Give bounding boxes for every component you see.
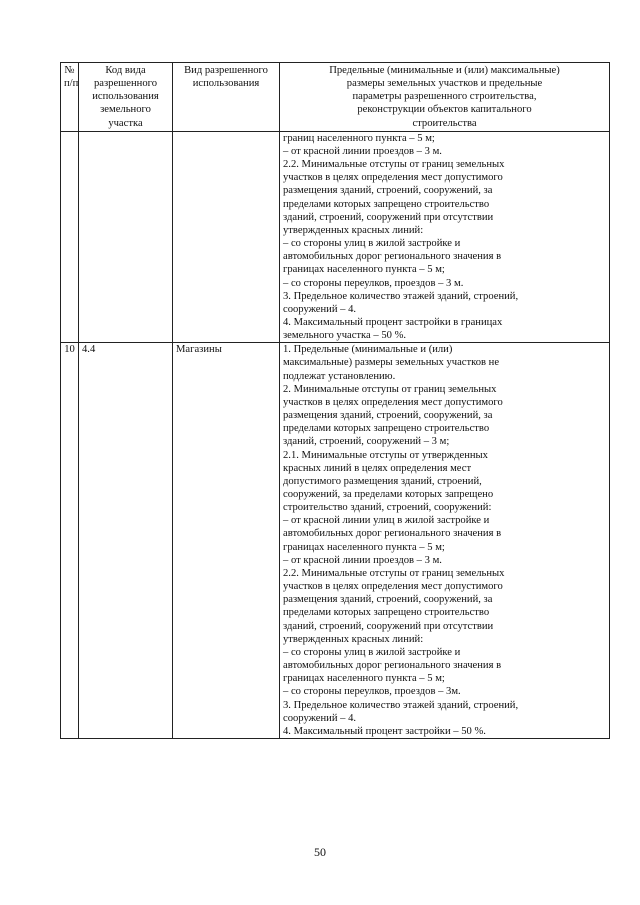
text-line: 2. Минимальные отступы от границ земельных bbox=[283, 383, 497, 395]
header-params bbox=[280, 63, 610, 132]
row-name bbox=[173, 131, 280, 343]
text-line: – от красной линии проездов – 3 м. bbox=[283, 554, 442, 566]
text-line: утвержденных красных линий: bbox=[283, 633, 424, 645]
text-line: № bbox=[64, 65, 75, 76]
text-line: 3. Предельное количество этажей зданий, строений, bbox=[283, 699, 519, 711]
text-line: 2.2. Минимальные отступы от границ земельных bbox=[283, 159, 505, 171]
text-line: размеры земельных участков и предельные bbox=[346, 78, 543, 90]
row-code bbox=[79, 131, 173, 343]
row-params bbox=[280, 343, 610, 739]
text-line: максимальные) размеры земельных участков не bbox=[283, 357, 500, 369]
text-line: автомобильных дорог регионального значения в bbox=[283, 251, 502, 263]
text-line: строительства bbox=[412, 117, 477, 129]
row-code: 4.4 bbox=[79, 343, 173, 739]
text-line: параметры разрешенного строительства, bbox=[352, 91, 537, 103]
text-line: допустимого размещения зданий, строений, bbox=[283, 475, 482, 487]
text-line: пределами которых запрещено строительство bbox=[283, 423, 490, 435]
text-line: пределами которых запрещено строительство bbox=[283, 607, 490, 619]
text-line: – со стороны улиц в жилой застройке и bbox=[283, 646, 461, 658]
text-line: – со стороны улиц в жилой застройке и bbox=[283, 238, 461, 250]
regulation-table bbox=[60, 62, 610, 739]
text-line: 1. Предельные (минимальные и (или) bbox=[283, 344, 453, 356]
text-line: разрешенного bbox=[93, 78, 158, 90]
text-line: использования bbox=[92, 91, 159, 103]
row-name: Магазины bbox=[173, 343, 280, 739]
text-line: размещения зданий, строений, сооружений, за bbox=[283, 410, 493, 422]
text-line: 3. Предельное количество этажей зданий, строений, bbox=[283, 290, 519, 302]
text-line: сооружений – 4. bbox=[283, 712, 357, 724]
text-line: сооружений, за пределами которых запрещено bbox=[283, 489, 494, 500]
header-code bbox=[79, 63, 173, 132]
text-line: 2.1. Минимальные отступы от утвержденных bbox=[283, 449, 488, 461]
table-row bbox=[61, 343, 610, 739]
text-line: участков в целях определения мест допустимого bbox=[283, 581, 503, 593]
text-line: утвержденных красных линий: bbox=[283, 224, 424, 236]
row-num bbox=[61, 131, 79, 343]
text-line: п/п bbox=[64, 78, 79, 90]
text-line: 4. Максимальный процент застройки в границах bbox=[283, 316, 503, 328]
text-line: использования bbox=[192, 78, 260, 90]
table-row bbox=[61, 131, 610, 343]
text-line: – со стороны переулков, проездов – 3м. bbox=[283, 686, 461, 698]
text-line: сооружений – 4. bbox=[283, 303, 357, 315]
text-line: границах населенного пункта – 5 м; bbox=[283, 541, 445, 553]
text-line: 4. Максимальный процент застройки – 50 %. bbox=[283, 725, 486, 737]
header-num bbox=[61, 63, 79, 132]
text-line: зданий, строений, сооружений при отсутствии bbox=[283, 620, 494, 632]
text-line: Код вида bbox=[105, 65, 146, 76]
text-line: размещения зданий, строений, сооружений, за bbox=[283, 185, 493, 197]
text-line: Вид разрешенного bbox=[184, 65, 268, 76]
text-line: участков в целях определения мест допустимого bbox=[283, 172, 503, 184]
text-line: 2.2. Минимальные отступы от границ земельных bbox=[283, 567, 505, 579]
text-line: пределами которых запрещено строительство bbox=[283, 198, 490, 210]
text-line: зданий, строений, сооружений – 3 м; bbox=[283, 436, 450, 448]
page-number: 50 bbox=[314, 845, 326, 859]
text-line: земельного bbox=[100, 104, 151, 116]
text-line: подлежат установлению. bbox=[283, 370, 396, 382]
text-line: реконструкции объектов капитального bbox=[357, 104, 532, 116]
text-line: размещения зданий, строений, сооружений, за bbox=[283, 594, 493, 606]
text-line: границах населенного пункта – 5 м; bbox=[283, 264, 445, 276]
text-line: зданий, строений, сооружений при отсутствии bbox=[283, 211, 494, 223]
row-params bbox=[280, 131, 610, 343]
text-line: строительство зданий, строений, сооружений: bbox=[283, 502, 492, 514]
text-line: участков в целях определения мест допустимого bbox=[283, 396, 503, 408]
text-line: автомобильных дорог регионального значения в bbox=[283, 528, 502, 540]
text-line: – от красной линии улиц в жилой застройке и bbox=[283, 515, 490, 527]
text-line: границ населенного пункта – 5 м; bbox=[283, 132, 435, 144]
text-line: – со стороны переулков, проездов – 3 м. bbox=[283, 277, 464, 289]
text-line: участка bbox=[108, 117, 143, 129]
header-name bbox=[173, 63, 280, 132]
text-line: границах населенного пункта – 5 м; bbox=[283, 673, 445, 685]
text-line: земельного участка – 50 %. bbox=[283, 330, 407, 342]
text-line: красных линий в целях определения мест bbox=[283, 462, 472, 474]
row-num: 10 bbox=[61, 343, 79, 739]
text-line: – от красной линии проездов – 3 м. bbox=[283, 145, 442, 157]
text-line: автомобильных дорог регионального значения в bbox=[283, 660, 502, 672]
table-header-row bbox=[61, 63, 610, 132]
text-line: Предельные (минимальные и (или) максимальные) bbox=[329, 65, 560, 76]
